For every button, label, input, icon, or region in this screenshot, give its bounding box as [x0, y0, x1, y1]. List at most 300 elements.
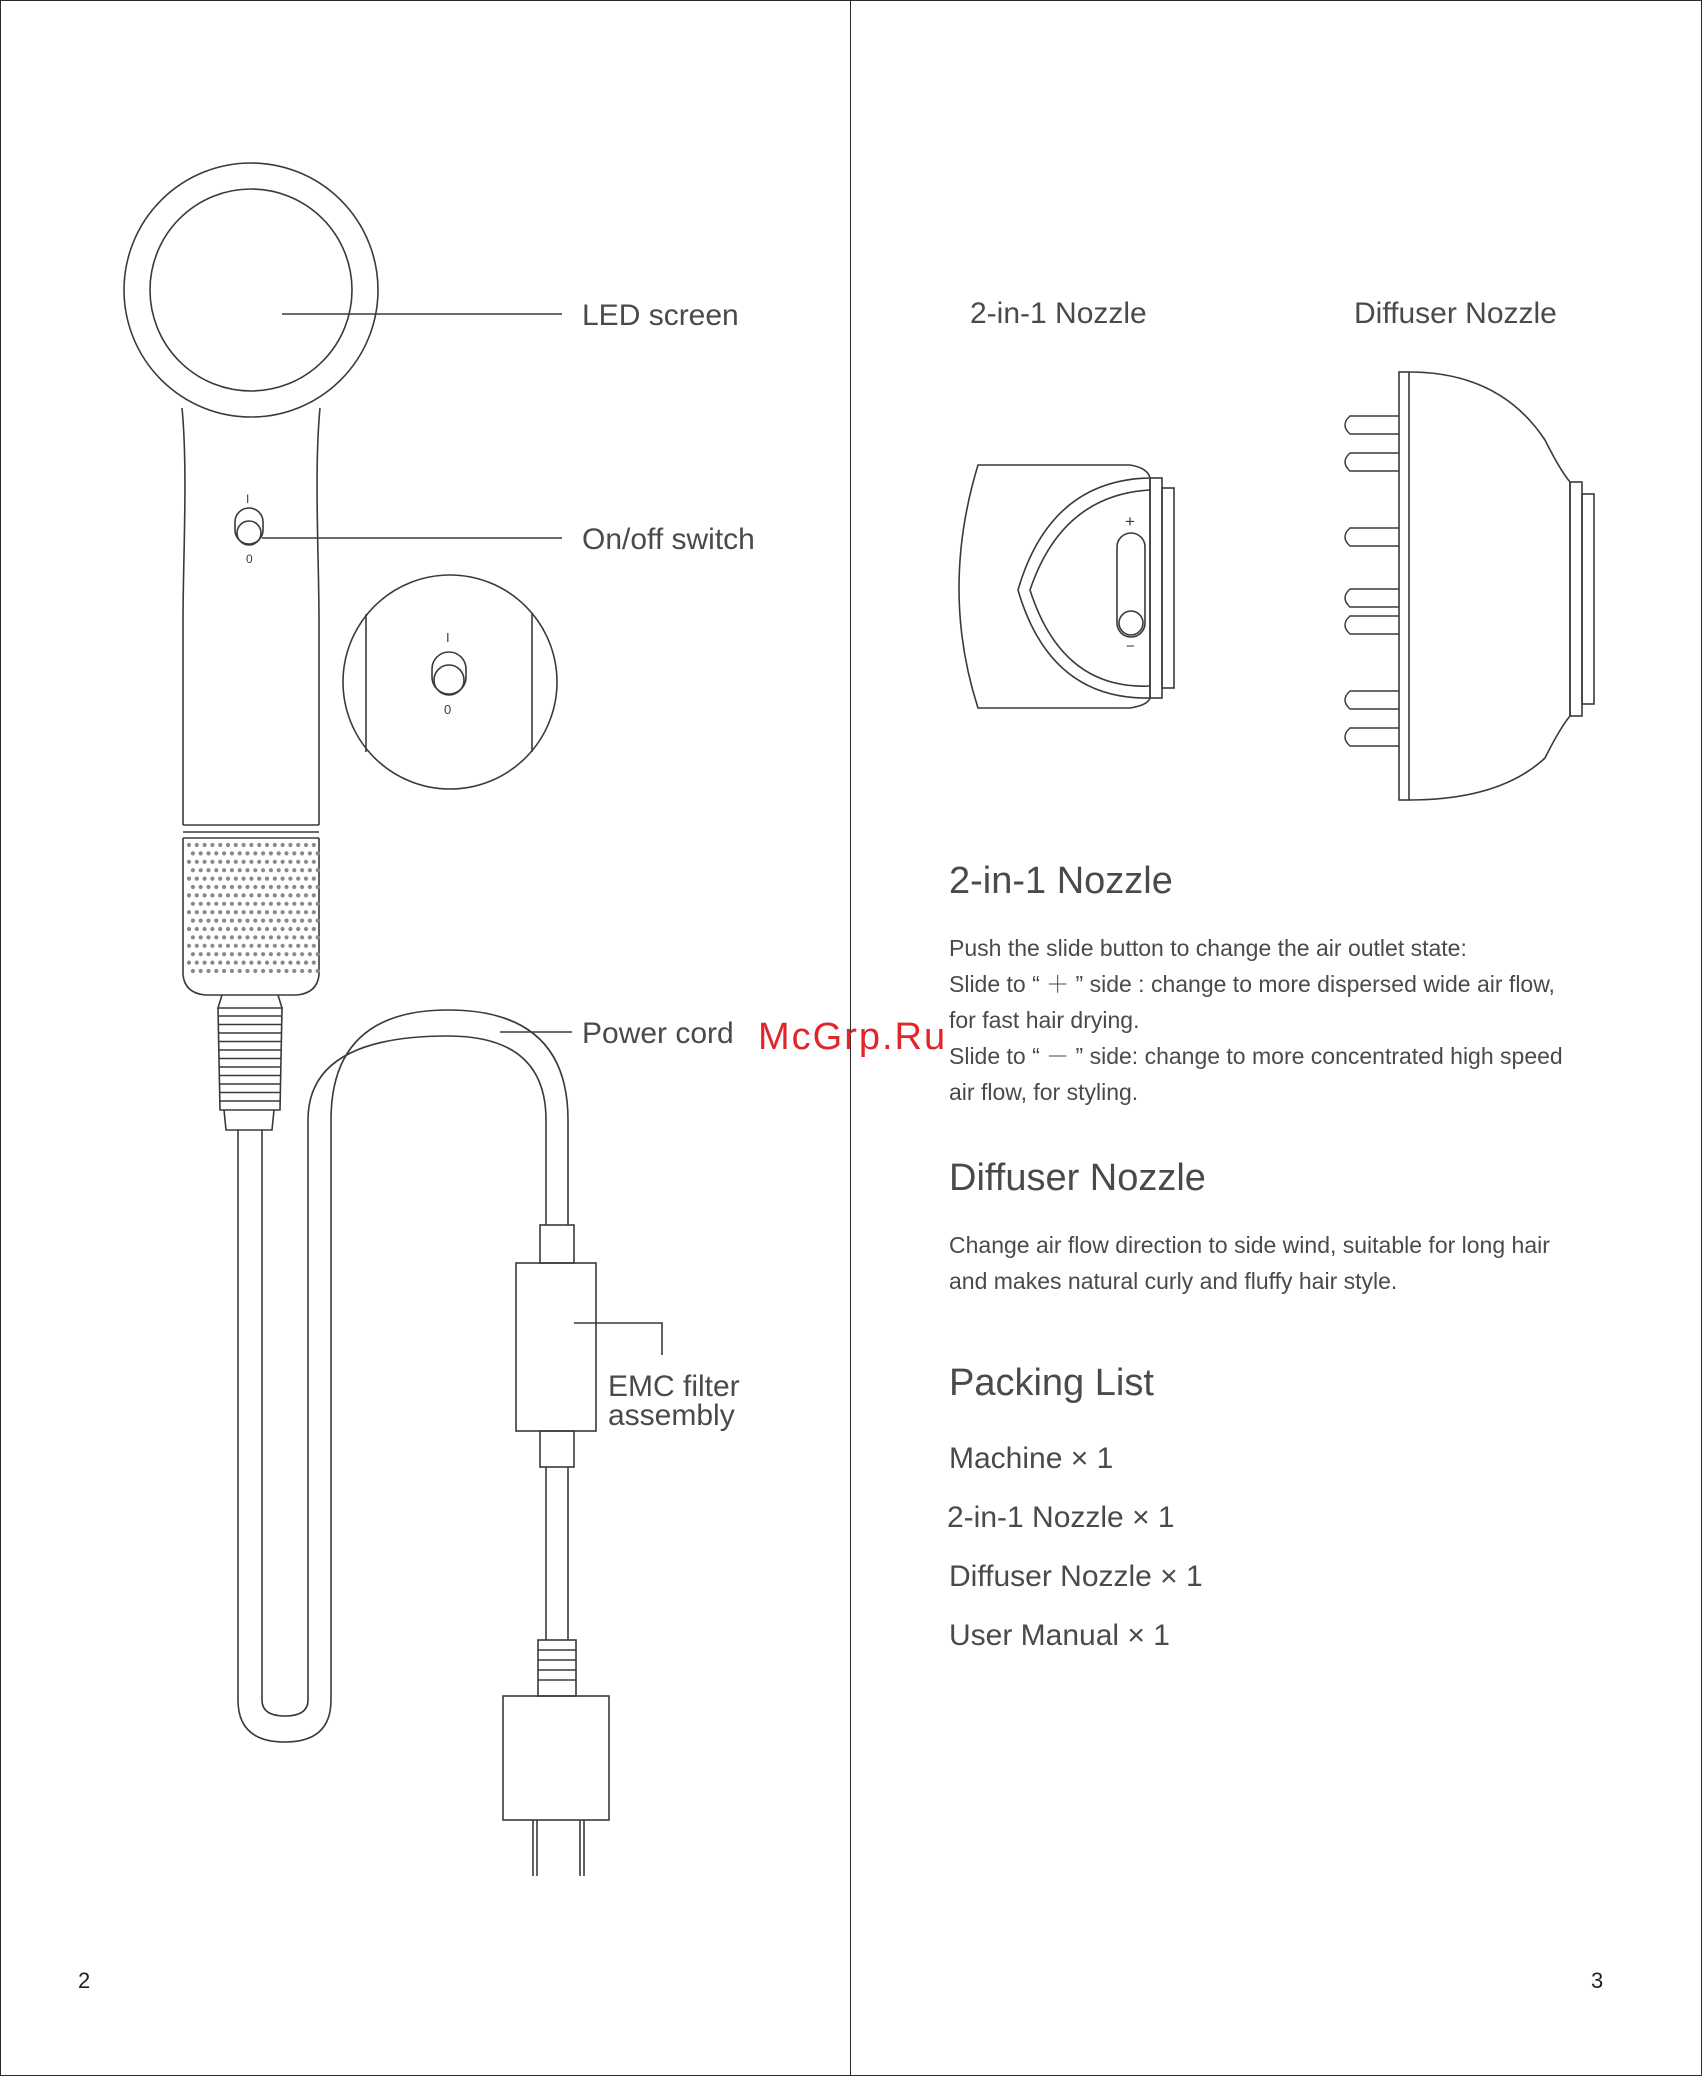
grille-dot [242, 877, 246, 881]
grille-dot [281, 843, 285, 847]
grille-dot [245, 851, 249, 855]
grille-dot [304, 944, 308, 948]
grille-dot [218, 893, 222, 897]
grille-dot [195, 877, 199, 881]
grille-dot [269, 868, 273, 872]
grille-dot [218, 944, 222, 948]
grille-dot [308, 969, 312, 973]
grille-dot [187, 961, 191, 965]
switch-off-mark: 0 [246, 552, 253, 566]
grille-dot [296, 910, 300, 914]
grille-dot [261, 885, 265, 889]
grille-dot [195, 860, 199, 864]
grille-dot [218, 843, 222, 847]
grille-dot [257, 961, 261, 965]
grille-dot [187, 944, 191, 948]
grille-dot [222, 868, 226, 872]
grille-dot [288, 961, 292, 965]
grille-dot [312, 910, 316, 914]
grille-dot [253, 885, 257, 889]
grille-dot [191, 868, 195, 872]
grille-dot [304, 910, 308, 914]
grille-dot [269, 902, 273, 906]
grille-dot [265, 961, 269, 965]
grille-dot [261, 902, 265, 906]
diffuser-nozzle-drawing [1399, 372, 1594, 800]
dryer-head-inner [150, 189, 352, 391]
grille-dot [300, 919, 304, 923]
grille-dot [281, 893, 285, 897]
grille-dot [195, 944, 199, 948]
zoom-switch-off-mark: 0 [444, 702, 452, 717]
grille-dot [214, 969, 218, 973]
grille-dot [288, 927, 292, 931]
grille-dot [312, 944, 316, 948]
grille-dot [245, 919, 249, 923]
grille-dot [288, 843, 292, 847]
grille-dot [187, 893, 191, 897]
grille-dot [316, 919, 320, 923]
grille-dot [206, 851, 210, 855]
diffuser-description [949, 1227, 1669, 1299]
grille-dot [191, 935, 195, 939]
grille-dot [249, 860, 253, 864]
grille-dot [296, 860, 300, 864]
grille-dot [230, 969, 234, 973]
grille-dot [187, 843, 191, 847]
grille-dot [312, 927, 316, 931]
dryer-body-left [182, 408, 185, 825]
grille-dot [210, 961, 214, 965]
grille-dot [195, 961, 199, 965]
grille-dot [253, 969, 257, 973]
grille-dot [238, 885, 242, 889]
grille-dot [249, 843, 253, 847]
grille-dot [214, 935, 218, 939]
grille-dot [304, 961, 308, 965]
grille-dot [214, 868, 218, 872]
grille-dot [284, 902, 288, 906]
grille-dot [199, 851, 203, 855]
grille-dot [253, 902, 257, 906]
grille-dot [273, 877, 277, 881]
grille-dot [273, 944, 277, 948]
grille-dot [218, 860, 222, 864]
grille-dot [277, 851, 281, 855]
grille-dot [238, 969, 242, 973]
grille-dot [312, 843, 316, 847]
grille-dot [316, 851, 320, 855]
grille-dot [210, 927, 214, 931]
grille-dot [284, 969, 288, 973]
grille-dot [277, 919, 281, 923]
callout-emc-line-1: EMC filter [608, 1370, 740, 1403]
grille-dot [234, 877, 238, 881]
diffuser-pin [1345, 616, 1399, 634]
grille-dot [281, 877, 285, 881]
grille-dot [308, 868, 312, 872]
grille-dot [191, 851, 195, 855]
grille-dot [230, 919, 234, 923]
diffuser-pin [1345, 728, 1399, 746]
grille-dot [265, 910, 269, 914]
grille-dot [245, 969, 249, 973]
grille-dot [269, 919, 273, 923]
grille-dot [284, 935, 288, 939]
callout-led-screen: LED screen [582, 299, 739, 332]
grille-dot [277, 952, 281, 956]
grille-dot [277, 969, 281, 973]
grille-dot [253, 868, 257, 872]
grille-dot [230, 885, 234, 889]
grille-dot [222, 851, 226, 855]
page-number-left: 2 [78, 1968, 91, 1993]
grille-dot [281, 910, 285, 914]
grille-dot [245, 868, 249, 872]
grille-dot [296, 877, 300, 881]
grille-dot [238, 868, 242, 872]
grille-dot [265, 843, 269, 847]
grille-dot [195, 893, 199, 897]
grille-dot [261, 919, 265, 923]
grille-dot [203, 843, 207, 847]
grille-dot [226, 910, 230, 914]
grille-dot [288, 910, 292, 914]
grille-dot [203, 860, 207, 864]
grille-dot [300, 868, 304, 872]
two-in-one-line-1: Push the slide button to change the air outlet state: [949, 935, 1467, 961]
label-diffuser-nozzle: Diffuser Nozzle [1354, 297, 1557, 330]
packing-item: Machine × 1 [949, 1442, 1114, 1475]
grille-dot [265, 860, 269, 864]
grille-dot [242, 961, 246, 965]
grille-dot [210, 860, 214, 864]
grille-dot [245, 902, 249, 906]
dryer-head-outer [124, 163, 378, 417]
grille-dot [300, 952, 304, 956]
two-in-one-line-2: Slide to “ ＋ ” side : change to more dispersed wide air flow, [949, 971, 1555, 997]
grille-dot [218, 910, 222, 914]
grille-dot [284, 919, 288, 923]
grille-dot [203, 910, 207, 914]
grille-dot [234, 961, 238, 965]
grille-dot [277, 868, 281, 872]
grille-dot [296, 961, 300, 965]
callout-on-off-switch: On/off switch [582, 523, 755, 556]
grille-dot [242, 893, 246, 897]
grille-dot [249, 910, 253, 914]
grille-dot [261, 851, 265, 855]
grille-dot [195, 927, 199, 931]
grille-dot [187, 877, 191, 881]
grille-dot [300, 851, 304, 855]
callout-power-cord: Power cord [582, 1017, 734, 1050]
grille-dot [238, 902, 242, 906]
grille-dot [199, 902, 203, 906]
callout-emc-filter [608, 1372, 740, 1430]
grille-dot [277, 935, 281, 939]
two-in-one-description [949, 930, 1669, 1110]
grille-dot [226, 944, 230, 948]
grille-dot [203, 877, 207, 881]
watermark: McGrp.Ru [758, 1016, 948, 1058]
label-two-in-one-nozzle: 2-in-1 Nozzle [970, 297, 1147, 330]
grille-dot [265, 944, 269, 948]
grille-dot [261, 969, 265, 973]
grille-dot [308, 851, 312, 855]
grille-dot [203, 927, 207, 931]
grille-dot [281, 860, 285, 864]
grille-dot [210, 843, 214, 847]
grille-dot [269, 851, 273, 855]
grille-dot [261, 935, 265, 939]
grille-dot [284, 952, 288, 956]
grille-dot [296, 893, 300, 897]
grille-dot [191, 952, 195, 956]
grille-dot [226, 927, 230, 931]
grille-dot [206, 868, 210, 872]
grille-dot [269, 969, 273, 973]
grille-dot [199, 969, 203, 973]
grille-dot [292, 902, 296, 906]
grille-dot [187, 927, 191, 931]
grille-dot [288, 860, 292, 864]
dryer-body-right [317, 408, 320, 825]
diffuser-line-1: Change air flow direction to side wind, suitable for long hair [949, 1232, 1550, 1258]
grille-dot [284, 885, 288, 889]
grille-dot [249, 927, 253, 931]
grille-dot [257, 910, 261, 914]
diffuser-line-2: and makes natural curly and fluffy hair style. [949, 1268, 1398, 1294]
grille-dot [292, 952, 296, 956]
grille-dot [234, 944, 238, 948]
two-in-one-line-5: air flow, for styling. [949, 1079, 1139, 1105]
grille-dot [249, 877, 253, 881]
grille-dot [292, 868, 296, 872]
grille-dot [203, 893, 207, 897]
grille-dot [199, 868, 203, 872]
slider-plus-mark: + [1125, 512, 1135, 531]
grille-dot [222, 919, 226, 923]
grille-dot [214, 902, 218, 906]
grille-dot [265, 927, 269, 931]
grille-dot [277, 902, 281, 906]
grille-dot [242, 843, 246, 847]
grille-dot [304, 877, 308, 881]
grille-dot [199, 935, 203, 939]
grille-dot [273, 860, 277, 864]
heading-two-in-one-nozzle: 2-in-1 Nozzle [949, 860, 1173, 902]
grille-dot [230, 935, 234, 939]
grille-dot [269, 935, 273, 939]
grille-dot [210, 877, 214, 881]
grille-dot [222, 935, 226, 939]
grille-dot [253, 851, 257, 855]
grille-dot [238, 952, 242, 956]
grille-dot [187, 910, 191, 914]
switch-on-mark: I [246, 492, 250, 506]
grille-dot [195, 843, 199, 847]
grille-dot [257, 877, 261, 881]
grille-dot [292, 919, 296, 923]
grille-dot [304, 893, 308, 897]
grille-dot [253, 935, 257, 939]
grille-dot [261, 868, 265, 872]
grille-dot [316, 868, 320, 872]
grille-dot [312, 860, 316, 864]
grille-dot [296, 843, 300, 847]
grille-dot [273, 961, 277, 965]
grille-dot [257, 860, 261, 864]
grille-dot [261, 952, 265, 956]
grille-dot [257, 843, 261, 847]
grille-dot [308, 919, 312, 923]
grille-dot [316, 885, 320, 889]
grille-dot [187, 860, 191, 864]
grille-dot [249, 893, 253, 897]
heading-packing-list: Packing List [949, 1362, 1154, 1404]
packing-item: Diffuser Nozzle × 1 [949, 1560, 1203, 1593]
grille-dot [222, 952, 226, 956]
grille-dot [316, 935, 320, 939]
zoom-switch-on-mark: I [446, 630, 450, 645]
diffuser-pin [1345, 528, 1399, 546]
grille-dot [316, 952, 320, 956]
grille-dot [230, 952, 234, 956]
grille-dot [242, 860, 246, 864]
diffuser-pin [1345, 453, 1399, 471]
grille-dot [273, 927, 277, 931]
grille-dot [292, 969, 296, 973]
grille-dot [234, 860, 238, 864]
grille-dot [253, 919, 257, 923]
grille-dot [234, 927, 238, 931]
grille-dot [245, 935, 249, 939]
grille-dot [214, 851, 218, 855]
grille-dot [222, 902, 226, 906]
grille-dot [257, 944, 261, 948]
two-in-one-line-4: Slide to “ － ” side: change to more concentrated high speed [949, 1043, 1563, 1069]
grille-dot [210, 893, 214, 897]
grille-dot [199, 952, 203, 956]
grille-dot [300, 902, 304, 906]
grille-dot [242, 944, 246, 948]
grille-dot [206, 969, 210, 973]
grille-dot [316, 969, 320, 973]
grille-dot [234, 910, 238, 914]
grille-dot [249, 944, 253, 948]
grille-dot [206, 952, 210, 956]
grille-dot [226, 860, 230, 864]
grille-dot [206, 902, 210, 906]
grille-dot [312, 877, 316, 881]
grille-dot [296, 944, 300, 948]
grille-dot [226, 843, 230, 847]
grille-dot [281, 944, 285, 948]
grille-dot [245, 952, 249, 956]
grille-dot [253, 952, 257, 956]
grille-dot [304, 860, 308, 864]
grille-dot [312, 893, 316, 897]
grille-dot [281, 927, 285, 931]
grille-dot [312, 961, 316, 965]
grille-pattern [187, 843, 320, 973]
grille-dot [245, 885, 249, 889]
grille-dot [206, 919, 210, 923]
grille-dot [242, 927, 246, 931]
grille-dot [191, 919, 195, 923]
grille-dot [226, 893, 230, 897]
grille-dot [222, 969, 226, 973]
grille-dot [234, 893, 238, 897]
grille-dot [296, 927, 300, 931]
grille-dot [277, 885, 281, 889]
page-number-right: 3 [1591, 1968, 1604, 1993]
grille-dot [308, 952, 312, 956]
grille-dot [199, 885, 203, 889]
grille-dot [273, 910, 277, 914]
grille-dot [191, 885, 195, 889]
grille-dot [210, 944, 214, 948]
grille-dot [273, 843, 277, 847]
grille-dot [218, 877, 222, 881]
grille-dot [304, 927, 308, 931]
grille-dot [199, 919, 203, 923]
grille-dot [269, 885, 273, 889]
grille-dot [203, 944, 207, 948]
grille-dot [284, 851, 288, 855]
grille-dot [206, 935, 210, 939]
heading-diffuser-nozzle: Diffuser Nozzle [949, 1157, 1206, 1199]
grille-dot [195, 910, 199, 914]
grille-dot [292, 935, 296, 939]
grille-dot [218, 961, 222, 965]
diffuser-pin [1345, 691, 1399, 709]
grille-dot [218, 927, 222, 931]
grille-dot [214, 919, 218, 923]
grille-dot [257, 893, 261, 897]
grille-dot [281, 961, 285, 965]
grille-dot [257, 927, 261, 931]
packing-item: 2-in-1 Nozzle × 1 [947, 1501, 1175, 1534]
grille-dot [238, 919, 242, 923]
grille-dot [269, 952, 273, 956]
grille-dot [304, 843, 308, 847]
grille-dot [226, 877, 230, 881]
grille-dot [191, 902, 195, 906]
grille-dot [292, 851, 296, 855]
packing-item: User Manual × 1 [949, 1619, 1170, 1652]
grille-dot [300, 935, 304, 939]
grille-dot [206, 885, 210, 889]
callout-emc-line-2: assembly [608, 1399, 735, 1432]
grille-dot [214, 952, 218, 956]
grille-dot [284, 868, 288, 872]
grille-dot [222, 885, 226, 889]
grille-dot [214, 885, 218, 889]
grille-dot [230, 868, 234, 872]
grille-dot [316, 902, 320, 906]
grille-dot [234, 843, 238, 847]
grille-dot [308, 935, 312, 939]
two-in-one-nozzle-drawing [959, 465, 1174, 708]
grille-dot [273, 893, 277, 897]
grille-dot [226, 961, 230, 965]
grille-dot [210, 910, 214, 914]
grille-dot [230, 851, 234, 855]
grille-dot [308, 902, 312, 906]
grille-dot [308, 885, 312, 889]
